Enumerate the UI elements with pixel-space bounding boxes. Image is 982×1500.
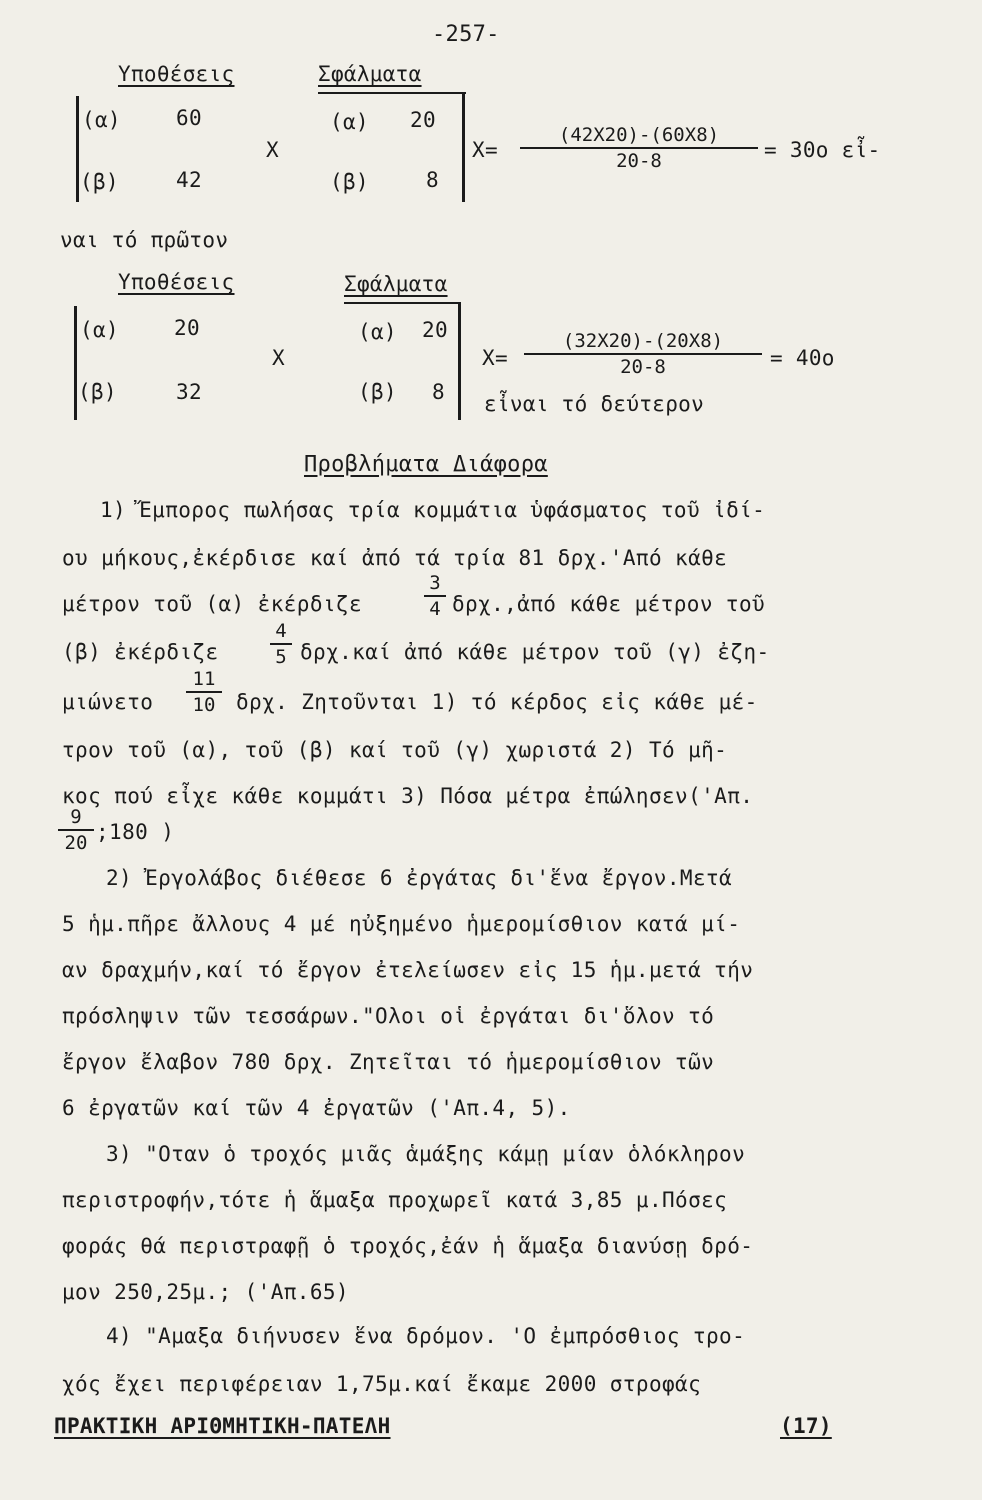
header-hypotheses: Υποθέσεις [118, 270, 235, 294]
table-right-bar [458, 302, 461, 420]
row-a-label: (α) [80, 318, 119, 342]
row-b-label: (β) [80, 170, 119, 194]
fraction-11-10 [186, 668, 222, 716]
fraction-denominator: 10 [192, 694, 216, 716]
row-a-label: (α) [82, 108, 121, 132]
problem-2-line: 6 ἐργατῶν καί τῶν 4 ἐργατῶν ('Απ.4, 5). [62, 1096, 571, 1120]
problem-1-line: κος πού εἶχε κάθε κομμάτι 3) Πόσα μέτρα ἐπώλησεν('Απ. [62, 784, 754, 808]
header-errors: Σφάλματα [344, 272, 448, 296]
fraction-numerator: 9 [70, 806, 82, 828]
footer-sheet-number: (17) [780, 1414, 832, 1438]
fraction-numerator: 4 [275, 620, 287, 642]
problem-2-line: 2) Ἐργολάβος διέθεσε 6 ἐργάτας δι'ἕνα ἔργον.Μετά [106, 866, 733, 890]
fraction-9-20 [58, 806, 94, 854]
header-errors: Σφάλματα [318, 62, 422, 86]
problem-1-line: 1) Ἔμπορος πωλήσας τρία κομμάτια ὑφάσματος τοῦ ἰδί- [100, 498, 766, 522]
table-right-bar [462, 92, 465, 202]
problem-2-line: 5 ἡμ.πῆρε ἄλλους 4 μέ ηὐξημένο ἡμερομίσθιον κατά μί- [62, 912, 741, 936]
formula-numerator: (42X20)-(60X8) [558, 124, 720, 146]
problem-4-line: χός ἔχει περιφέρειαν 1,75μ.καί ἔκαμε 2000 στροφάς [62, 1372, 702, 1396]
problem-3-line: μον 250,25μ.; ('Απ.65) [62, 1280, 349, 1304]
problem-1-line: δρχ. Ζητοῦνται 1) τό κέρδος εἰς κάθε μέ- [236, 690, 758, 714]
problem-1-line: (β) ἐκέρδιζε [62, 640, 219, 664]
result-continuation: εἶναι τό δεύτερον [484, 392, 705, 416]
problem-1-line: μέτρον τοῦ (α) ἐκέρδιζε [62, 592, 362, 616]
row-b-value: 32 [176, 380, 202, 404]
fraction-bar [186, 691, 222, 693]
err-a-value: 20 [422, 318, 448, 342]
formula-numerator: (32X20)-(20X8) [562, 330, 724, 352]
err-a-label: (α) [330, 110, 369, 134]
formula-fraction [520, 124, 758, 172]
table-top-rule [344, 302, 460, 304]
err-b-label: (β) [358, 380, 397, 404]
formula-denominator: 20-8 [620, 356, 666, 378]
problem-2-line: ἔργον ἔλαβον 780 δρχ. Ζητεῖται τό ἡμερομίσθιον τῶν [62, 1050, 715, 1074]
fraction-bar [270, 643, 292, 645]
fraction-4-5 [270, 620, 292, 668]
fraction-denominator: 5 [275, 646, 287, 668]
x-equals: X= [472, 138, 498, 162]
formula-result: = 30ο εἶ- [764, 138, 881, 162]
formula-fraction [524, 330, 762, 378]
row-b-label: (β) [78, 380, 117, 404]
problem-4-line: 4) "Αμαξα διήνυσεν ἕνα δρόμον. 'Ο ἐμπρόσθιος τρο- [106, 1324, 746, 1348]
problem-2-line: αν δραχμήν,καί τό ἔργον ἐτελείωσεν εἰς 15 ἡμ.μετά τήν [62, 958, 754, 982]
formula-result: = 40ο [770, 346, 835, 370]
problem-1-line: δρχ.,ἀπό κάθε μέτρον τοῦ [452, 592, 766, 616]
table-left-bar [76, 96, 79, 202]
result-continuation: ναι τό πρῶτον [60, 228, 229, 252]
fraction-denominator: 4 [429, 598, 441, 620]
table-top-rule [318, 92, 466, 94]
row-b-value: 42 [176, 168, 202, 192]
problem-3-line: 3) "Οταν ὁ τροχός μιᾶς ἁμάξης κάμῃ μίαν ὁλόκληρον [106, 1142, 746, 1166]
problem-1-line: ;180 ) [96, 820, 175, 844]
fraction-numerator: 11 [192, 668, 216, 690]
err-b-label: (β) [330, 170, 369, 194]
header-hypotheses: Υποθέσεις [118, 62, 235, 86]
section-title: Προβλήματα Διάφορα [304, 452, 548, 477]
fraction-3-4 [424, 572, 446, 620]
formula-denominator: 20-8 [616, 150, 662, 172]
problem-1-line: τρον τοῦ (α), τοῦ (β) καί τοῦ (γ) χωριστά 2) Τό μῆ- [62, 738, 728, 762]
fraction-denominator: 20 [64, 832, 88, 854]
err-b-value: 8 [426, 168, 439, 192]
err-b-value: 8 [432, 380, 445, 404]
footer-title: ΠΡΑΚΤΙΚΗ ΑΡΙΘΜΗΤΙΚΗ-ΠΑΤΕΛΗ [54, 1414, 391, 1438]
problem-2-line: πρόσληψιν τῶν τεσσάρων."Ολοι οἱ ἐργάται δι'ὅλον τό [62, 1004, 715, 1028]
fraction-numerator: 3 [429, 572, 441, 594]
err-a-label: (α) [358, 320, 397, 344]
x-equals: X= [482, 346, 508, 370]
page-number: -257- [432, 22, 500, 47]
fraction-bar [424, 595, 446, 597]
fraction-bar [524, 353, 762, 355]
err-a-value: 20 [410, 108, 436, 132]
fraction-bar [520, 147, 758, 149]
problem-3-line: φοράς θά περιστραφῇ ὁ τροχός,ἐάν ἡ ἅμαξα διανύσῃ δρό- [62, 1234, 754, 1258]
problem-1-line: δρχ.καί ἀπό κάθε μέτρον τοῦ (γ) ἐζη- [300, 640, 770, 664]
fraction-bar [58, 829, 94, 831]
problem-1-line: μιώνετο [62, 690, 154, 714]
row-a-value: 60 [176, 106, 202, 130]
cross-symbol: X [272, 346, 285, 370]
problem-1-line: ου μήκους,ἐκέρδισε καί ἀπό τά τρία 81 δρχ.'Από κάθε [62, 546, 728, 570]
table-left-bar [74, 306, 77, 420]
cross-symbol: X [266, 138, 279, 162]
row-a-value: 20 [174, 316, 200, 340]
problem-3-line: περιστροφήν,τότε ἡ ἅμαξα προχωρεῖ κατά 3,85 μ.Πόσες [62, 1188, 728, 1212]
